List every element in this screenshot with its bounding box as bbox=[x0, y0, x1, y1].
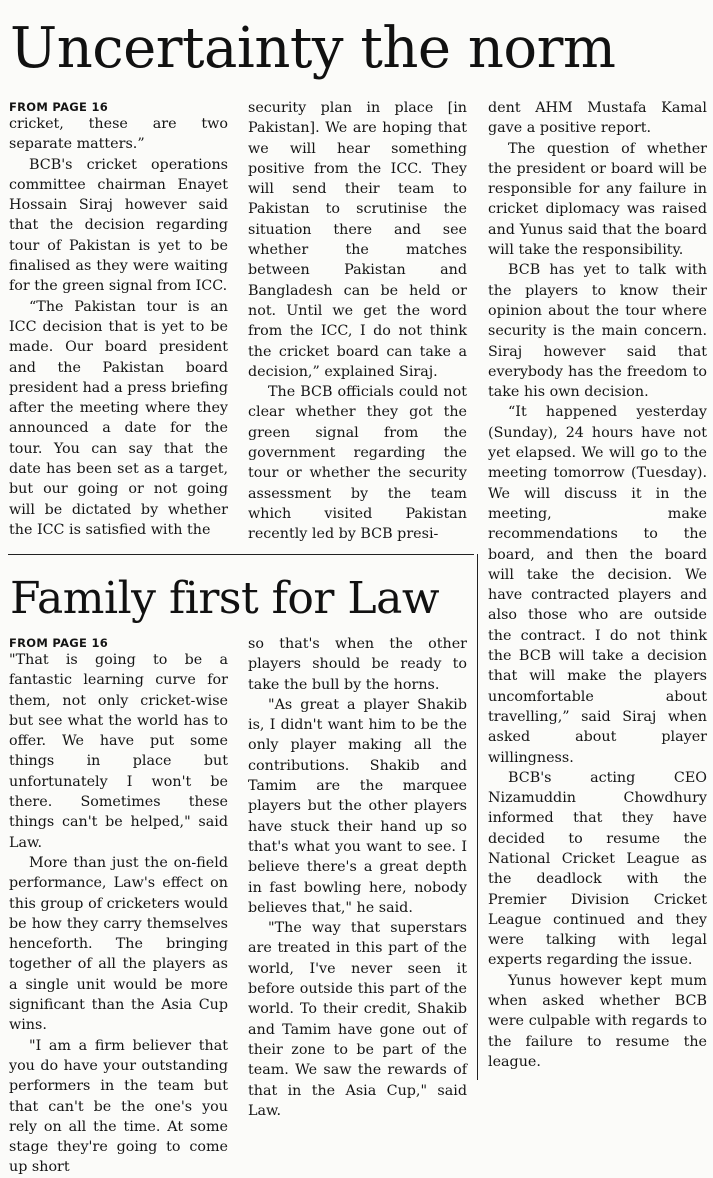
paragraph: "I am a firm believer that you do have your outstanding performers in the team but that can't be the one's you rely on all the time. At some stage they're going to come up short bbox=[9, 1037, 228, 1176]
paragraph: dent AHM Mustafa Kamal gave a positive report. bbox=[488, 100, 707, 137]
paragraph: security plan in place [in Pakistan]. We are hoping that we will hear something positive from the ICC. They will send their team to Pakistan to scrutinise the situation there and see whether the matches between Pakistan and Bangladesh can be held or not. Until we get the word from the ICC, I do not think the cricket board can take a decision,” explained Siraj. bbox=[248, 100, 467, 380]
story2-column-2 bbox=[248, 634, 467, 1119]
paragraph: cricket, these are two separate matters.” bbox=[9, 116, 228, 153]
story1-dateline: FROM PAGE 16 bbox=[9, 100, 109, 114]
paragraph: so that's when the other players should be ready to take the bull by the horns. bbox=[248, 636, 467, 693]
story1-column-2 bbox=[248, 98, 467, 544]
paragraph: "The way that superstars are treated in this part of the world, I've never seen it before outside this part of the world. To their credit, Shakib and Tamim have gone out of their zone to be part of the team. We saw the rewards of that in the Asia Cup," said Law. bbox=[248, 920, 467, 1119]
story1-column-1 bbox=[9, 98, 228, 544]
story1-headline: Uncertainty the norm bbox=[10, 16, 616, 81]
paragraph: BCB has yet to talk with the players to know their opinion about the tour where security is the main concern. Siraj however said that everybody has the freedom to take his own decision. bbox=[488, 262, 707, 401]
paragraph: The BCB officials could not clear whether they got the green signal from the government regarding the tour or whether the security assessment by the team which visited Pakistan recently led by BCB presi- bbox=[248, 384, 467, 543]
paragraph: “It happened yesterday (Sunday), 24 hours have not yet elapsed. We will go to the meeting tomorrow (Tuesday). We will discuss it in the meeting, make recommendations to the board, and then the board will take the decision. We have contracted players and also those who are outside the contract. I do not think the BCB will take a decision that will make the players uncomfortable about travelling,” said Siraj when asked about player willingness. bbox=[488, 404, 707, 766]
horizontal-divider bbox=[8, 554, 474, 555]
story2-column-1 bbox=[9, 634, 228, 1176]
paragraph: "As great a player Shakib is, I didn't want him to be the only player making all the contributions. Shakib and Tamim are the marquee players but the other players have stuck their hand up so that's what you want to see. I believe there's a great depth in fast bowling here, nobody believes that," he said. bbox=[248, 696, 467, 916]
story1-column-3 bbox=[488, 98, 707, 1080]
paragraph: More than just the on-field performance, Law's effect on this group of cricketers would be how they carry themselves henceforth. The bringing together of all the players as a single unit would be more significant than the Asia Cup wins. bbox=[9, 854, 228, 1034]
paragraph: BCB's acting CEO Nizamuddin Chowdhury informed that they have decided to resume the National Cricket League as the deadlock with the Premier Division Cricket League continued and they were talking with legal experts regarding the issue. bbox=[488, 769, 707, 969]
story2-headline: Family first for Law bbox=[10, 573, 440, 624]
paragraph: “The Pakistan tour is an ICC decision that is yet to be made. Our board president and the Pakistan board president had a press briefing after the meeting where they announced a date for the tour. You can say that the date has been set as a target, but our going or not going will be dictated by whether the ICC is satisfied with the bbox=[9, 298, 228, 538]
paragraph: Yunus however kept mum when asked whether BCB were culpable with regards to the failure to resume the league. bbox=[488, 972, 707, 1070]
paragraph: The question of whether the president or board will be responsible for any failure in cricket diplomacy was raised and Yunus said that the board will take the responsibility. bbox=[488, 140, 707, 259]
paragraph: BCB's cricket operations committee chairman Enayet Hossain Siraj however said that the decision regarding tour of Pakistan is yet to be finalised as they were waiting for the green signal from ICC. bbox=[9, 156, 228, 295]
vertical-divider bbox=[477, 554, 478, 1080]
story2-dateline: FROM PAGE 16 bbox=[9, 636, 109, 650]
paragraph: "That is going to be a fantastic learning curve for them, not only cricket-wise but see what the world has to offer. We have put some things in place but unfortunately I won't be there. Sometimes these things can't be helped," said Law. bbox=[9, 652, 228, 851]
